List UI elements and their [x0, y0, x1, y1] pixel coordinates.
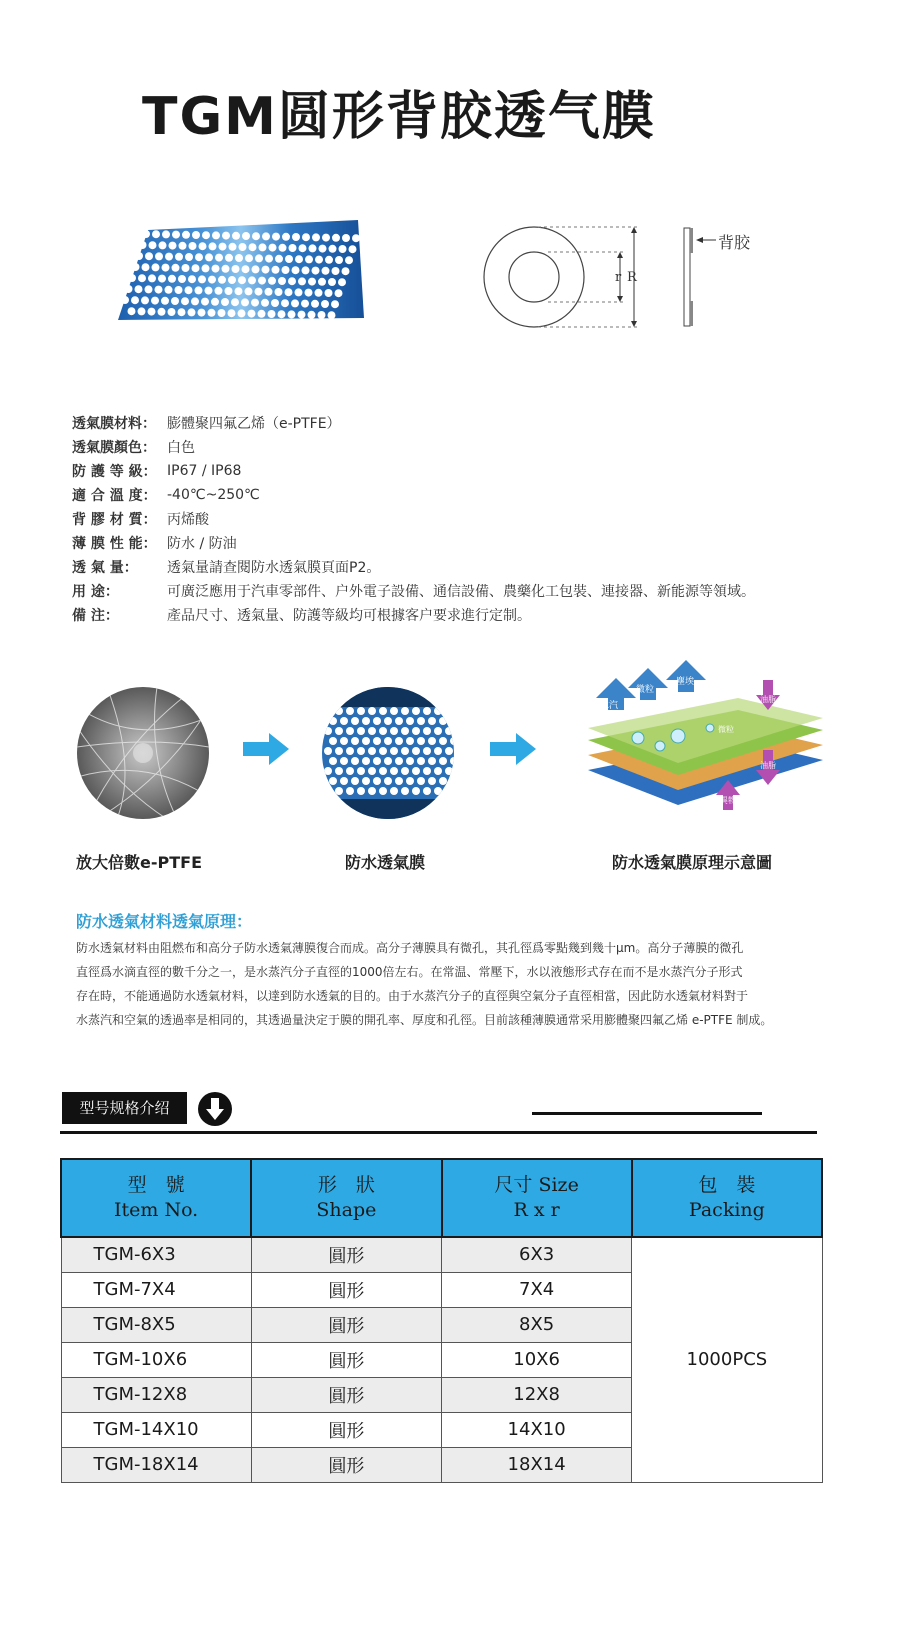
caption-eptfe: 放大倍數e-PTFE — [76, 853, 202, 872]
header-en: R x r — [513, 1199, 560, 1221]
principle-title: 防水透氣材料透氣原理： — [76, 912, 253, 931]
spec-value: 白色 — [167, 440, 195, 456]
spec-row — [72, 411, 852, 435]
spec-key: 透氣膜材料： — [72, 416, 156, 432]
item-no-cell: TGM-12X8 — [61, 1377, 251, 1412]
size-cell: 12X8 — [442, 1377, 632, 1412]
spec-value: 丙烯酸 — [167, 512, 209, 528]
spec-row — [72, 531, 852, 555]
item-no-cell: TGM-8X5 — [61, 1307, 251, 1342]
arrow-right-icon — [243, 733, 289, 765]
eptfe-microscope-image — [77, 687, 209, 819]
principle-line: 存在時，不能通過防水透氣材料，以達到防水透氣的目的。由于水蒸汽分子的直徑與空氣分子直徑相當，因此防水透氣材料對于 — [76, 989, 749, 1003]
spec-row — [72, 603, 852, 627]
table-header — [61, 1159, 251, 1237]
spec-value: 可廣泛應用于汽車零部件、户外電子設備、通信設備、農藥化工包裝、連接器、新能源等領域。 — [167, 584, 755, 600]
spec-value: -40℃~250℃ — [167, 487, 260, 503]
packing-cell: 1000PCS — [632, 1237, 822, 1482]
size-cell: 7X4 — [442, 1272, 632, 1307]
membrane-sheet-image — [322, 687, 454, 819]
shape-cell: 圓形 — [251, 1307, 441, 1342]
caption-membrane: 防水透氣膜 — [345, 853, 426, 872]
layer-label: 油脂 — [760, 761, 776, 770]
layer-label: 微粒 — [636, 685, 655, 695]
section-label: 型号规格介绍 — [62, 1092, 187, 1124]
spec-key: 用 途： — [72, 584, 119, 600]
spec-row — [72, 483, 852, 507]
shape-cell: 圓形 — [251, 1342, 441, 1377]
divider — [60, 1131, 817, 1134]
principle-line: 防水透氣材料由阻燃布和高分子防水透氣薄膜復合而成。高分子薄膜具有微孔，其孔徑爲零點幾到幾十μm。高分子薄膜的微孔 — [76, 941, 744, 955]
item-no-cell: TGM-14X10 — [61, 1412, 251, 1447]
spec-value: IP67 / IP68 — [167, 463, 242, 479]
item-no-cell: TGM-6X3 — [61, 1237, 251, 1272]
spec-row — [72, 555, 852, 579]
size-cell: 14X10 — [442, 1412, 632, 1447]
backing-label: 背胶 — [718, 233, 751, 252]
layer-label: 微粒 — [718, 725, 734, 734]
size-cell: 10X6 — [442, 1342, 632, 1377]
principle-text — [76, 936, 836, 1032]
spec-key: 防 護 等 級： — [72, 464, 157, 480]
header-cn: 型 號 — [127, 1174, 185, 1196]
header-cn: 包 裝 — [698, 1174, 756, 1196]
spec-value: 膨體聚四氟乙烯（e-PTFE） — [167, 416, 341, 432]
spec-key: 適 合 溫 度： — [72, 488, 157, 504]
table-header — [632, 1159, 822, 1237]
layer-label: 異物 — [720, 796, 736, 805]
layer-label: 塵埃 — [676, 677, 695, 687]
header-cn: 形 狀 — [317, 1174, 375, 1196]
table-row — [61, 1237, 822, 1272]
principle-line: 水蒸汽和空氣的透過率是相同的，其透過量決定于膜的開孔率、厚度和孔徑。目前該種薄膜通常采用膨體聚四氟乙烯 e-PTFE 制成。 — [76, 1013, 773, 1027]
layer-label: 水汽 — [600, 701, 619, 711]
layer-label: 油脂 — [760, 695, 776, 704]
spec-key: 背 膠 材 質： — [72, 512, 157, 528]
ring-dimension-diagram — [478, 220, 808, 335]
spec-row — [72, 579, 852, 603]
spec-value: 防水 / 防油 — [167, 536, 237, 552]
spec-value: 透氣量請查閱防水透氣膜頁面P2。 — [167, 560, 381, 576]
shape-cell: 圓形 — [251, 1412, 441, 1447]
shape-cell: 圓形 — [251, 1237, 441, 1272]
header-cn: 尺寸 Size — [494, 1174, 579, 1196]
item-no-cell: TGM-7X4 — [61, 1272, 251, 1307]
table-header — [442, 1159, 632, 1237]
spec-key: 透氣膜顏色： — [72, 440, 156, 456]
product-sheet-image — [118, 220, 368, 330]
spec-table — [60, 1158, 823, 1483]
caption-principle-diagram: 防水透氣膜原理示意圖 — [612, 853, 773, 872]
table-header — [251, 1159, 441, 1237]
spec-list — [72, 411, 852, 627]
header-en: Packing — [688, 1199, 765, 1221]
header-en: Item No. — [114, 1199, 199, 1221]
spec-row — [72, 435, 852, 459]
dim-label-r: r — [615, 270, 622, 285]
divider — [532, 1112, 762, 1115]
spec-key: 透 氣 量： — [72, 560, 138, 576]
size-cell: 6X3 — [442, 1237, 632, 1272]
shape-cell: 圓形 — [251, 1447, 441, 1482]
header-en: Shape — [316, 1199, 377, 1221]
spec-row — [72, 507, 852, 531]
shape-cell: 圓形 — [251, 1377, 441, 1412]
spec-value: 產品尺寸、透氣量、防護等級均可根據客户要求進行定制。 — [167, 608, 531, 624]
spec-key: 薄 膜 性 能： — [72, 536, 157, 552]
arrow-down-icon — [197, 1091, 233, 1127]
item-no-cell: TGM-18X14 — [61, 1447, 251, 1482]
item-no-cell: TGM-10X6 — [61, 1342, 251, 1377]
page-title: TGM圆形背胶透气膜 — [142, 87, 656, 147]
waterproof-principle-diagram — [578, 660, 828, 840]
principle-line: 直徑爲水滴直徑的數千分之一，是水蒸汽分子直徑的1000倍左右。在常温、常壓下，水以液態形式存在而不是水蒸汽分子形式 — [76, 965, 743, 979]
spec-row — [72, 459, 852, 483]
shape-cell: 圓形 — [251, 1272, 441, 1307]
arrow-right-icon — [490, 733, 536, 765]
size-cell: 8X5 — [442, 1307, 632, 1342]
dim-label-R: R — [627, 270, 637, 285]
spec-key: 備 注： — [72, 608, 119, 624]
size-cell: 18X14 — [442, 1447, 632, 1482]
